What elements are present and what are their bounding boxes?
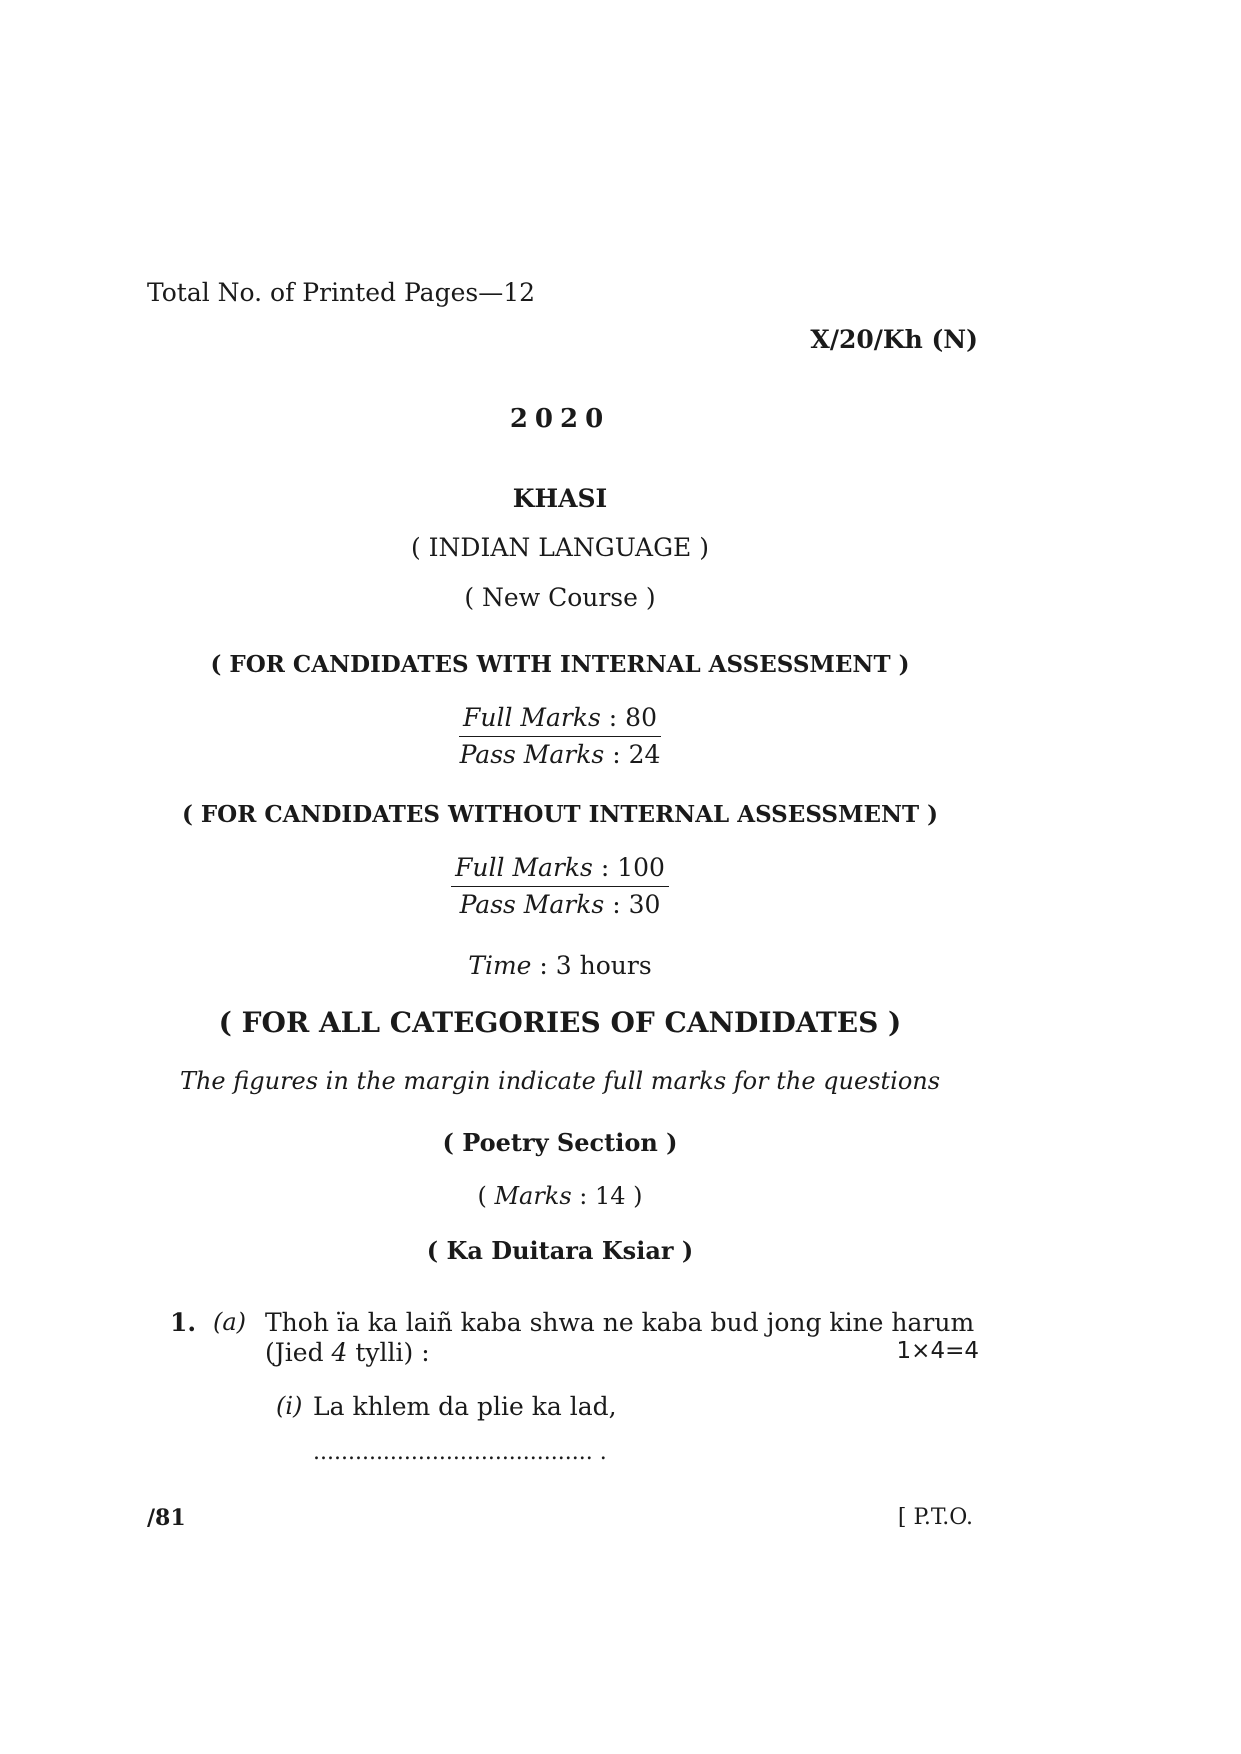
pass-marks-label: Pass Marks <box>459 740 605 769</box>
question-part-text <box>265 1308 985 1368</box>
course-label: ( New Course ) <box>464 583 656 612</box>
marks-with-internal-assessment <box>0 700 1120 773</box>
heading-all-categories: ( FOR ALL CATEGORIES OF CANDIDATES ) <box>218 1006 902 1039</box>
time-label: Time <box>468 951 532 980</box>
full-marks-value: 100 <box>617 853 665 882</box>
time-value: 3 hours <box>555 951 652 980</box>
full-marks-value: 80 <box>625 703 657 732</box>
full-marks-label: Full Marks <box>455 853 593 882</box>
heading-with-internal-assessment: ( FOR CANDIDATES WITH INTERNAL ASSESSMENT ) <box>210 651 910 678</box>
section-marks-open: ( <box>477 1182 487 1210</box>
subject-title: KHASI <box>512 484 608 513</box>
question-number: 1. <box>170 1308 197 1337</box>
sub-question-text: La khlem da plie ka lad, <box>313 1392 617 1421</box>
time-allowed: Time : 3 hours <box>468 951 652 980</box>
question-text-part-1: Thoh ïa ka laiñ kaba shwa ne kaba bud jong kine harum (Jied <box>265 1308 975 1367</box>
section-marks-value: 14 ) <box>595 1182 643 1210</box>
question-text-part-2: tylli) : <box>355 1338 430 1367</box>
pass-marks-value: 24 <box>628 740 661 769</box>
full-marks-label: Full Marks <box>463 703 601 732</box>
question-text-number: 4 <box>331 1338 348 1367</box>
marks-without-internal-assessment <box>0 850 1120 923</box>
heading-without-internal-assessment: ( FOR CANDIDATES WITHOUT INTERNAL ASSESSMENT ) <box>181 801 939 828</box>
pass-marks-label: Pass Marks <box>459 890 605 919</box>
section-marks: ( Marks : 14 ) <box>477 1182 643 1210</box>
question-part-label: (a) <box>213 1308 247 1336</box>
subject-subtitle: ( INDIAN LANGUAGE ) <box>410 533 710 562</box>
full-marks-line: Full Marks : 100 <box>451 850 669 887</box>
total-printed-pages: Total No. of Printed Pages—12 <box>147 278 536 307</box>
footer-code: /81 <box>147 1505 186 1531</box>
answer-blank-line: ........................................ . <box>313 1440 607 1465</box>
paper-code: X/20/Kh (N) <box>810 325 978 354</box>
pass-marks-line: Pass Marks : 24 <box>459 740 661 769</box>
margin-instruction: The figures in the margin indicate full marks for the questions <box>179 1067 941 1095</box>
exam-year: 2020 <box>509 404 611 434</box>
pass-marks-value: 30 <box>628 890 661 919</box>
sub-question-label: (i) <box>276 1392 303 1420</box>
pass-marks-line: Pass Marks : 30 <box>459 890 661 919</box>
full-marks-line: Full Marks : 80 <box>459 700 661 737</box>
question-marks: 1×4=4 <box>896 1338 979 1364</box>
section-marks-label: Marks <box>494 1182 572 1210</box>
section-title: ( Poetry Section ) <box>442 1128 678 1157</box>
section-subtitle: ( Ka Duitara Ksiar ) <box>426 1236 694 1265</box>
footer-pto: [ P.T.O. <box>897 1505 973 1530</box>
